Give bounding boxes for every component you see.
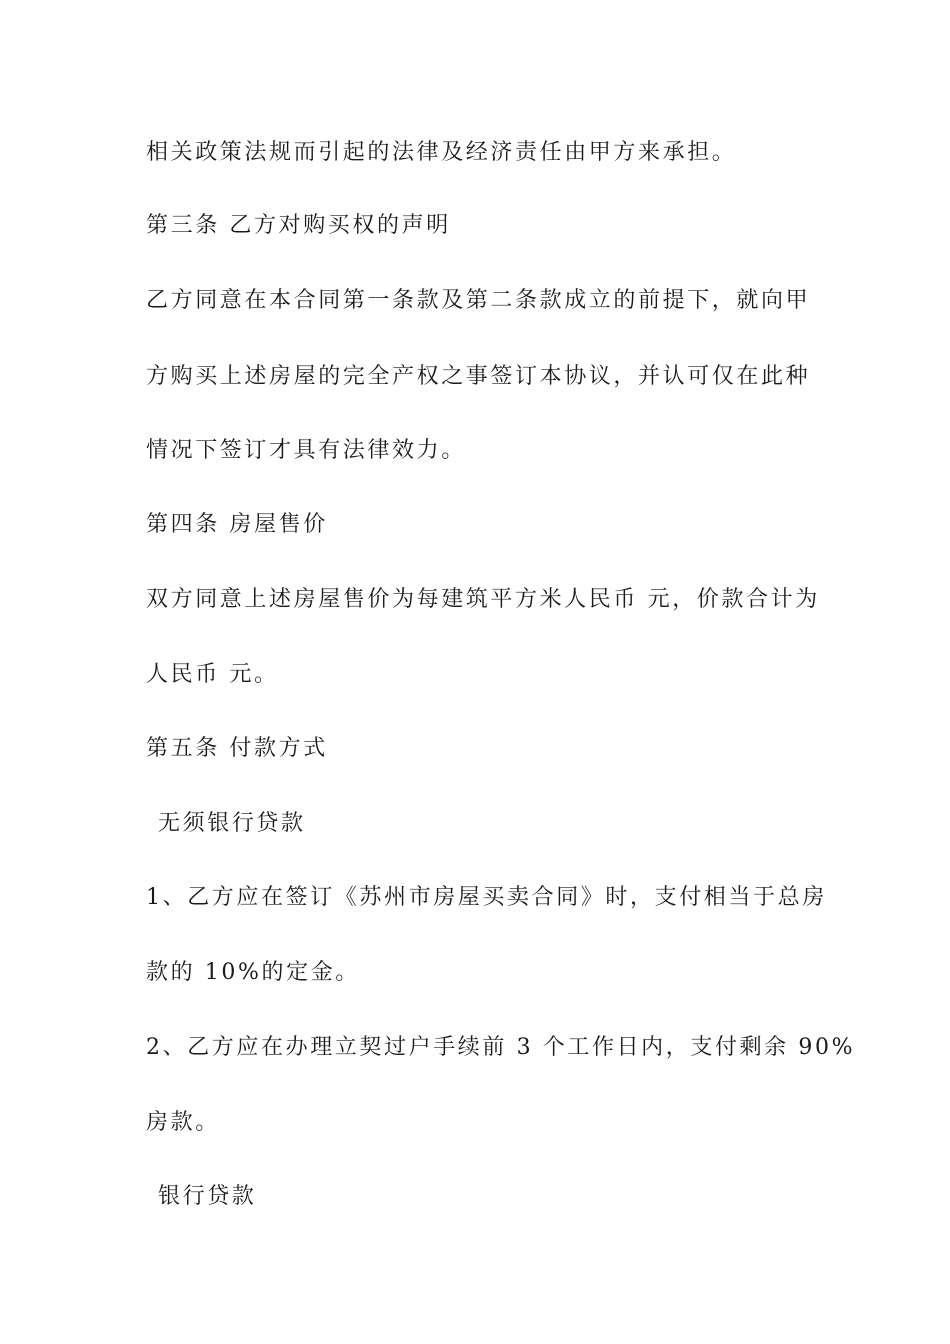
section-heading-article-4: 第四条 房屋售价 xyxy=(146,512,328,537)
subheading-bank-loan: 银行贷款 xyxy=(158,1184,257,1209)
paragraph-line: 情况下签订才具有法律效力。 xyxy=(146,438,466,463)
paragraph-line: 乙方同意在本合同第一条款及第二条款成立的前提下，就向甲 xyxy=(146,288,811,313)
list-item: 1、乙方应在签订《苏州市房屋买卖合同》时，支付相当于总房 xyxy=(146,885,827,910)
paragraph-line: 方购买上述房屋的完全产权之事签订本协议，并认可仅在此种 xyxy=(146,364,811,389)
list-item-continuation: 房款。 xyxy=(146,1110,220,1135)
paragraph-line: 相关政策法规而引起的法律及经济责任由甲方来承担。 xyxy=(146,140,737,165)
list-item: 2、乙方应在办理立契过户手续前 3 个工作日内，支付剩余 90% xyxy=(146,1035,856,1060)
section-heading-article-3: 第三条 乙方对购买权的声明 xyxy=(146,213,451,238)
subheading-no-bank-loan: 无须银行贷款 xyxy=(158,811,306,836)
paragraph-line: 人民币 元。 xyxy=(146,662,279,687)
section-heading-article-5: 第五条 付款方式 xyxy=(146,736,328,761)
list-item-continuation: 款的 10%的定金。 xyxy=(146,960,360,985)
paragraph-line: 双方同意上述房屋售价为每建筑平方米人民币 元，价款合计为 xyxy=(146,587,820,612)
